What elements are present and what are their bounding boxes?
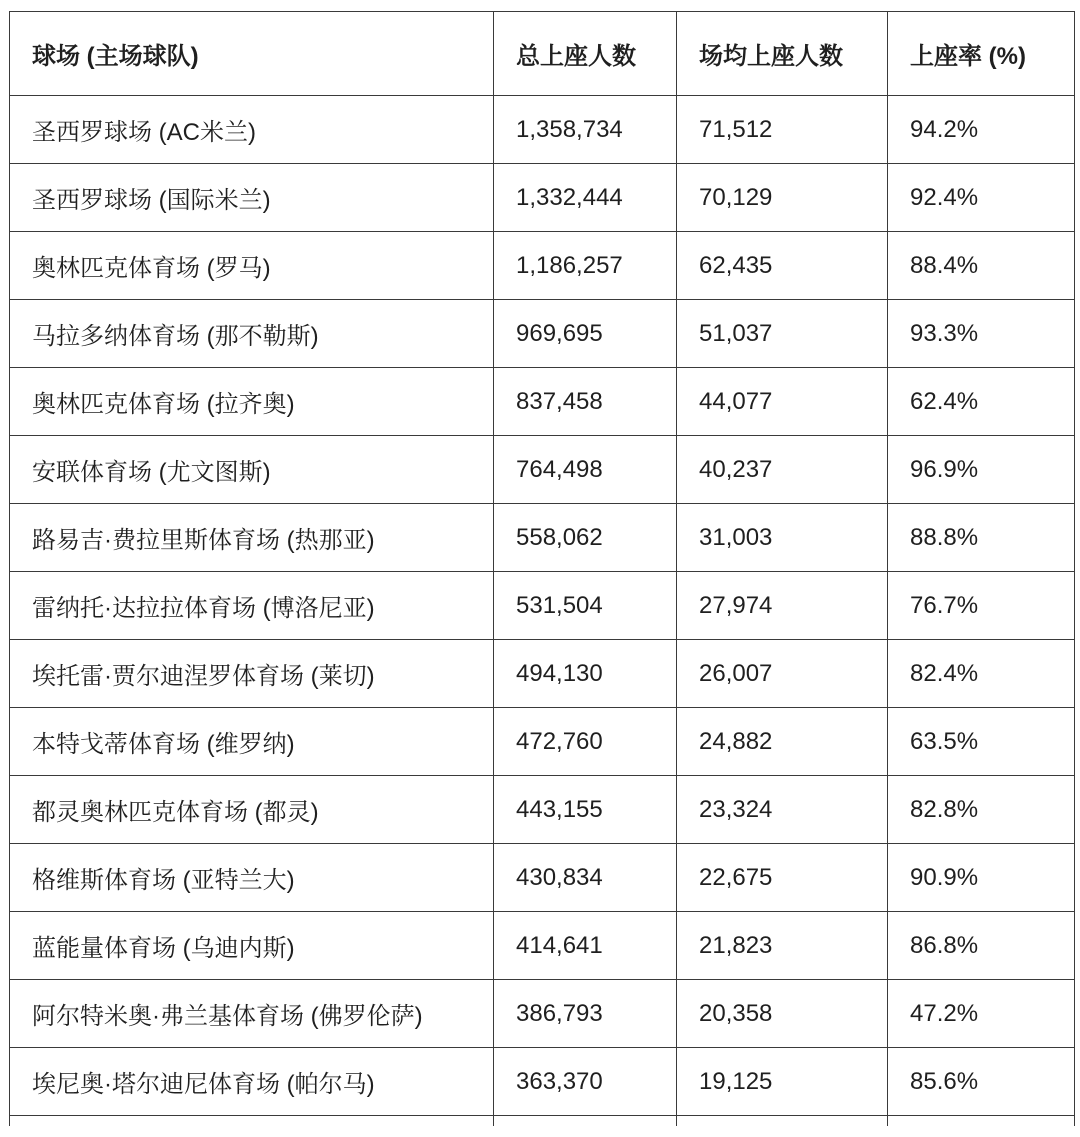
cell-occupancy-rate: 47.2% bbox=[888, 980, 1075, 1048]
cell-total-attendance: 531,504 bbox=[494, 572, 677, 640]
table-row bbox=[10, 572, 1075, 640]
cell-average-attendance: 44,077 bbox=[677, 368, 888, 436]
cell-occupancy-rate: 62.4% bbox=[888, 368, 1075, 436]
cell-stadium: 马拉多纳体育场 (那不勒斯) bbox=[10, 300, 494, 368]
header-row bbox=[10, 12, 1075, 96]
cell-occupancy-rate: 88.4% bbox=[888, 232, 1075, 300]
header-occupancy-rate: 上座率 (%) bbox=[888, 12, 1075, 96]
cell-stadium: 格维斯体育场 (亚特兰大) bbox=[10, 844, 494, 912]
cell-occupancy-rate: 93.3% bbox=[888, 300, 1075, 368]
cell-total-attendance: 494,130 bbox=[494, 640, 677, 708]
cell-occupancy-rate: 90.9% bbox=[888, 844, 1075, 912]
cell-average-attendance: 31,003 bbox=[677, 504, 888, 572]
cell-stadium: 圣西罗球场 (AC米兰) bbox=[10, 96, 494, 164]
cell-empty bbox=[677, 1116, 888, 1127]
table-row bbox=[10, 300, 1075, 368]
cell-total-attendance: 386,793 bbox=[494, 980, 677, 1048]
cell-total-attendance: 443,155 bbox=[494, 776, 677, 844]
cell-stadium: 安联体育场 (尤文图斯) bbox=[10, 436, 494, 504]
cell-occupancy-rate: 82.4% bbox=[888, 640, 1075, 708]
cell-occupancy-rate: 86.8% bbox=[888, 912, 1075, 980]
table-row bbox=[10, 96, 1075, 164]
cell-total-attendance: 558,062 bbox=[494, 504, 677, 572]
cell-stadium: 路易吉·费拉里斯体育场 (热那亚) bbox=[10, 504, 494, 572]
cell-average-attendance: 21,823 bbox=[677, 912, 888, 980]
table-row bbox=[10, 436, 1075, 504]
table-row bbox=[10, 1048, 1075, 1116]
cell-total-attendance: 414,641 bbox=[494, 912, 677, 980]
cell-average-attendance: 22,675 bbox=[677, 844, 888, 912]
table-row bbox=[10, 232, 1075, 300]
cell-empty bbox=[494, 1116, 677, 1127]
cell-average-attendance: 23,324 bbox=[677, 776, 888, 844]
cell-empty bbox=[10, 1116, 494, 1127]
cell-average-attendance: 20,358 bbox=[677, 980, 888, 1048]
cell-total-attendance: 430,834 bbox=[494, 844, 677, 912]
cell-occupancy-rate: 63.5% bbox=[888, 708, 1075, 776]
cell-occupancy-rate: 76.7% bbox=[888, 572, 1075, 640]
attendance-table bbox=[9, 11, 1075, 1126]
cell-stadium: 奥林匹克体育场 (拉齐奥) bbox=[10, 368, 494, 436]
cell-stadium: 埃托雷·贾尔迪涅罗体育场 (莱切) bbox=[10, 640, 494, 708]
cell-total-attendance: 472,760 bbox=[494, 708, 677, 776]
cell-occupancy-rate: 92.4% bbox=[888, 164, 1075, 232]
table-row bbox=[10, 164, 1075, 232]
header-average-attendance: 场均上座人数 bbox=[677, 12, 888, 96]
cell-occupancy-rate: 96.9% bbox=[888, 436, 1075, 504]
cell-total-attendance: 764,498 bbox=[494, 436, 677, 504]
cell-total-attendance: 363,370 bbox=[494, 1048, 677, 1116]
table-row bbox=[10, 776, 1075, 844]
table-row bbox=[10, 980, 1075, 1048]
table-row bbox=[10, 504, 1075, 572]
cell-occupancy-rate: 94.2% bbox=[888, 96, 1075, 164]
cell-occupancy-rate: 88.8% bbox=[888, 504, 1075, 572]
cell-total-attendance: 1,186,257 bbox=[494, 232, 677, 300]
table-row bbox=[10, 708, 1075, 776]
header-stadium: 球场 (主场球队) bbox=[10, 12, 494, 96]
cell-stadium: 圣西罗球场 (国际米兰) bbox=[10, 164, 494, 232]
cell-stadium: 本特戈蒂体育场 (维罗纳) bbox=[10, 708, 494, 776]
cell-total-attendance: 1,332,444 bbox=[494, 164, 677, 232]
cell-average-attendance: 40,237 bbox=[677, 436, 888, 504]
cell-stadium: 阿尔特米奥·弗兰基体育场 (佛罗伦萨) bbox=[10, 980, 494, 1048]
cell-total-attendance: 837,458 bbox=[494, 368, 677, 436]
cell-stadium: 奥林匹克体育场 (罗马) bbox=[10, 232, 494, 300]
attendance-table-container bbox=[9, 11, 1075, 1126]
cell-average-attendance: 62,435 bbox=[677, 232, 888, 300]
table-row bbox=[10, 368, 1075, 436]
cell-stadium: 雷纳托·达拉拉体育场 (博洛尼亚) bbox=[10, 572, 494, 640]
cell-total-attendance: 969,695 bbox=[494, 300, 677, 368]
cell-stadium: 埃尼奥·塔尔迪尼体育场 (帕尔马) bbox=[10, 1048, 494, 1116]
cell-average-attendance: 70,129 bbox=[677, 164, 888, 232]
header-total-attendance: 总上座人数 bbox=[494, 12, 677, 96]
cell-empty bbox=[888, 1116, 1075, 1127]
cell-average-attendance: 27,974 bbox=[677, 572, 888, 640]
cell-average-attendance: 51,037 bbox=[677, 300, 888, 368]
table-row bbox=[10, 844, 1075, 912]
table-row bbox=[10, 640, 1075, 708]
cell-average-attendance: 26,007 bbox=[677, 640, 888, 708]
cell-stadium: 都灵奥林匹克体育场 (都灵) bbox=[10, 776, 494, 844]
cell-average-attendance: 19,125 bbox=[677, 1048, 888, 1116]
cell-occupancy-rate: 82.8% bbox=[888, 776, 1075, 844]
table-row bbox=[10, 912, 1075, 980]
cell-average-attendance: 24,882 bbox=[677, 708, 888, 776]
table-row-partial bbox=[10, 1116, 1075, 1127]
cell-occupancy-rate: 85.6% bbox=[888, 1048, 1075, 1116]
cell-total-attendance: 1,358,734 bbox=[494, 96, 677, 164]
cell-stadium: 蓝能量体育场 (乌迪内斯) bbox=[10, 912, 494, 980]
cell-average-attendance: 71,512 bbox=[677, 96, 888, 164]
